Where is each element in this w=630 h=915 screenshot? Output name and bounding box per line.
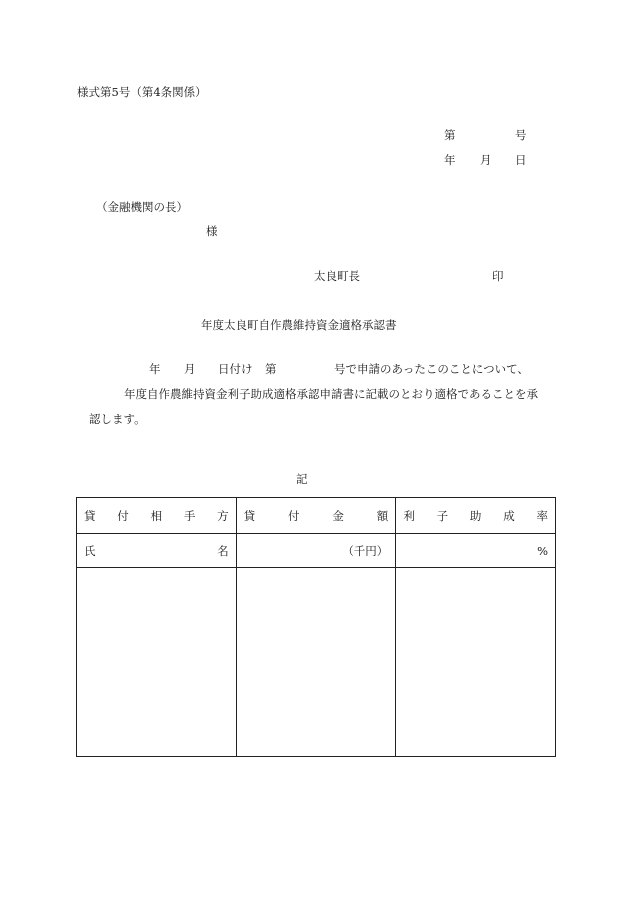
body-month: 月 — [184, 362, 196, 376]
header-loan-amount: 貸 付 金 額 — [236, 498, 396, 534]
date-year: 年 — [444, 153, 456, 167]
rate-entry-cell[interactable] — [396, 568, 556, 757]
form-number: 様式第5号（第4条関係） — [77, 85, 207, 99]
body-line3: 認します。 — [89, 412, 146, 426]
addressee-title: （金融機関の長） — [96, 200, 188, 214]
date-day: 日 — [515, 153, 527, 167]
rate-unit-cell: % — [396, 534, 556, 568]
name-label-cell: 氏 名 — [77, 534, 237, 568]
amount-unit-cell: （千円） — [236, 534, 396, 568]
approval-table — [76, 497, 556, 757]
header-borrower: 貸 付 相 手 方 — [77, 498, 237, 534]
amount-entry-cell[interactable] — [236, 568, 396, 757]
issuer-name: 太良町長 — [314, 269, 360, 283]
addressee-sama: 様 — [206, 224, 218, 238]
doc-number-go: 号 — [515, 128, 527, 142]
ki-heading: 記 — [296, 472, 308, 486]
date-month: 月 — [480, 153, 492, 167]
header-subsidy-rate: 利 子 助 成 率 — [396, 498, 556, 534]
body-year: 年 — [149, 362, 161, 376]
body-line2: 年度自作農維持資金利子助成適格承認申請書に記載のとおり適格であることを承 — [124, 387, 538, 401]
document-title: 年度太良町自作農維持資金適格承認書 — [201, 318, 397, 332]
body-dated: 日付け — [218, 362, 253, 376]
body-rest: 号で申請のあったこのことについて、 — [334, 362, 529, 376]
body-dai: 第 — [265, 362, 277, 376]
borrower-entry-cell[interactable] — [77, 568, 237, 757]
issuer-seal: 印 — [492, 269, 504, 283]
doc-number-dai: 第 — [444, 128, 456, 142]
